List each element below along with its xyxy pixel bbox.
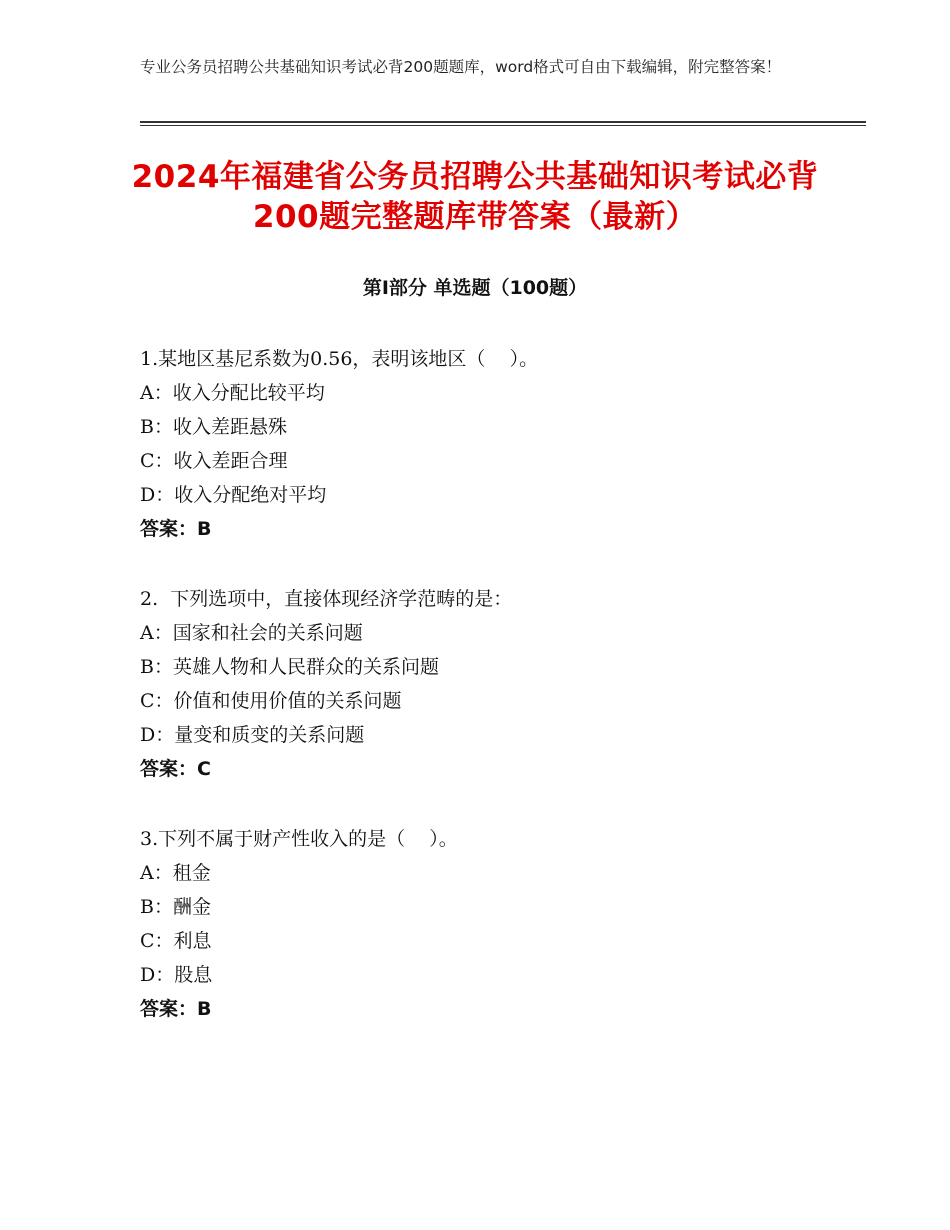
question-stem: 1.某地区基尼系数为0.56，表明该地区（ ）。	[140, 348, 539, 370]
question-item	[140, 582, 860, 786]
option-d: D：股息	[140, 964, 213, 986]
answer-line: 答案：B	[140, 998, 212, 1020]
option-a: A：收入分配比较平均	[140, 382, 325, 404]
option-a: A：国家和社会的关系问题	[140, 622, 363, 644]
option-b: B：收入差距悬殊	[140, 416, 287, 438]
answer-line: 答案：B	[140, 518, 212, 540]
option-c: C：收入差距合理	[140, 450, 288, 472]
option-c: C：价值和使用价值的关系问题	[140, 690, 402, 712]
header-note: 专业公务员招聘公共基础知识考试必背200题题库，word格式可自由下载编辑，附完整答案！	[140, 58, 782, 76]
option-b: B：酬金	[140, 896, 211, 918]
option-c: C：利息	[140, 930, 212, 952]
option-a: A：租金	[140, 862, 211, 884]
question-list	[140, 342, 860, 1062]
option-b: B：英雄人物和人民群众的关系问题	[140, 656, 439, 678]
question-stem: 3.下列不属于财产性收入的是（ ）。	[140, 828, 458, 850]
question-item	[140, 822, 860, 1026]
option-d: D：收入分配绝对平均	[140, 484, 327, 506]
option-d: D：量变和质变的关系问题	[140, 724, 365, 746]
answer-line: 答案：C	[140, 758, 211, 780]
header-rule-thick	[140, 121, 866, 123]
question-stem: 2. 下列选项中，直接体现经济学范畴的是：	[140, 588, 513, 610]
header-rule-thin	[140, 125, 866, 126]
question-item	[140, 342, 860, 546]
document-title: 2024年福建省公务员招聘公共基础知识考试必背200题完整题库带答案（最新）	[131, 159, 819, 235]
section-title: 第Ⅰ部分 单选题（100题）	[362, 277, 588, 299]
